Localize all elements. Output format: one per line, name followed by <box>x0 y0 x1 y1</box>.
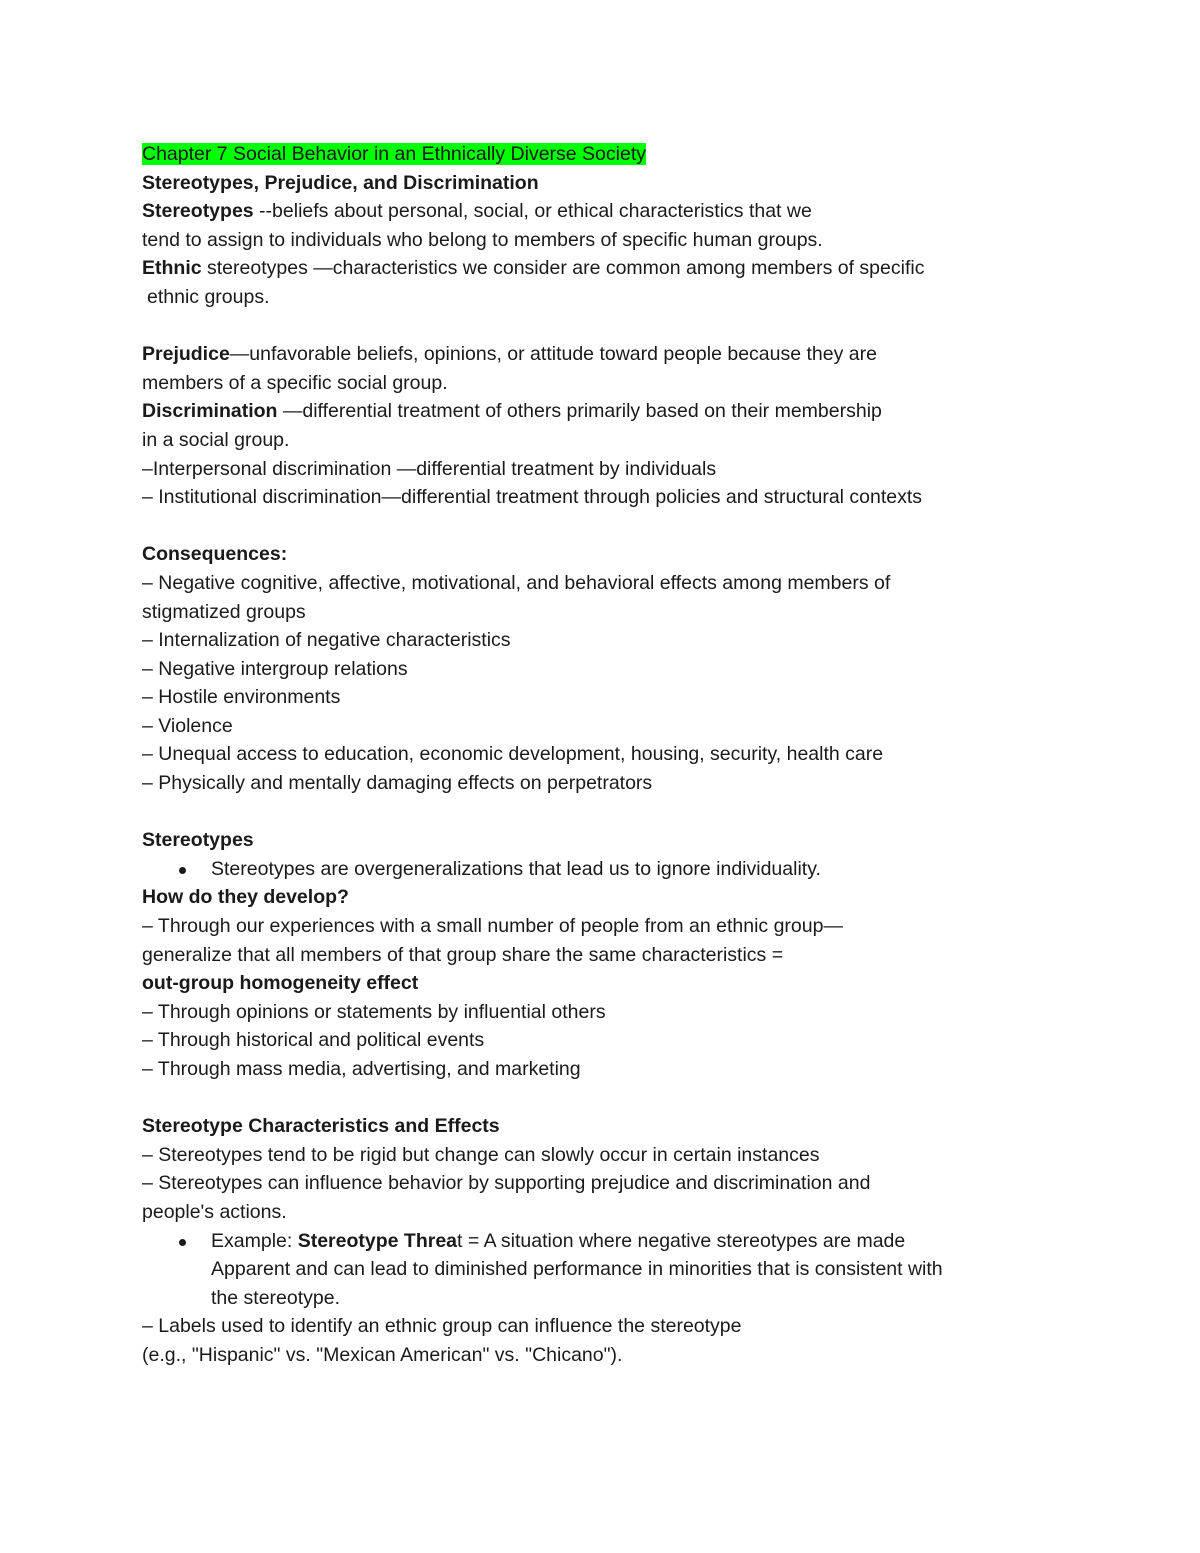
example-term: Stereotype Threa <box>297 1229 458 1252</box>
spacer <box>142 312 1042 341</box>
develop-heading-line <box>142 883 1042 912</box>
stereotypes-heading-line <box>142 826 1042 855</box>
list-item: – Negative cognitive, affective, motivational, and behavioral effects among members of <box>142 571 891 594</box>
example-bullet <box>142 1227 1042 1256</box>
ethnic-def-line-1 <box>142 254 1042 283</box>
prejudice-def-a: —unfavorable beliefs, opinions, or attitude toward people because they are <box>229 343 877 366</box>
stereotypes-def-a: --beliefs about personal, social, or ethical characteristics that we <box>253 200 812 223</box>
spacer <box>142 798 1042 827</box>
ethnic-def-a: stereotypes —characteristics we consider are common among members of specific <box>201 257 925 280</box>
institutional-discrimination: – Institutional discrimination—differential treatment through policies and structural contexts <box>142 486 923 509</box>
spacer <box>142 512 1042 541</box>
list-item: – Through historical and political events <box>142 1029 485 1052</box>
characteristics-line-3b: (e.g., "Hispanic" vs. "Mexican American" vs. "Chicano"). <box>142 1343 623 1366</box>
stereotypes-heading: Stereotypes <box>142 829 254 852</box>
develop-line-2: generalize that all members of that group share the same characteristics = <box>142 943 784 966</box>
list-item: – Hostile environments <box>142 686 341 709</box>
list-item: – Violence <box>142 714 233 737</box>
bullet-text: Stereotypes are overgeneralizations that lead us to ignore individuality. <box>211 857 821 880</box>
list-item: – Unequal access to education, economic development, housing, security, health care <box>142 743 884 766</box>
interpersonal-discrimination: –Interpersonal discrimination —differential treatment by individuals <box>142 457 717 480</box>
develop-line-1: – Through our experiences with a small number of people from an ethnic group— <box>142 915 843 938</box>
chapter-title: Chapter 7 Social Behavior in an Ethnically Diverse Society <box>142 143 647 165</box>
example-prefix: Example: <box>211 1229 298 1252</box>
list-item: – Negative intergroup relations <box>142 657 408 680</box>
example-text-c: the stereotype. <box>211 1286 340 1309</box>
bullet-icon <box>179 867 186 874</box>
effect-term-line <box>142 969 1042 998</box>
discrimination-def-a: —differential treatment of others primarily based on their membership <box>277 400 882 423</box>
example-text-a: t = A situation where negative stereotypes are made <box>457 1229 906 1252</box>
stereotypes-def-line-2: tend to assign to individuals who belong to members of specific human groups. <box>142 228 823 251</box>
chapter-title-line <box>142 140 1042 169</box>
example-text-b: Apparent and can lead to diminished performance in minorities that is consistent with <box>211 1258 943 1281</box>
document-body <box>142 140 1042 1370</box>
bullet-item <box>142 855 1042 884</box>
stereotypes-def-line-1 <box>142 197 1042 226</box>
develop-heading: How do they develop? <box>142 886 349 909</box>
consequences-heading: Consequences: <box>142 543 288 566</box>
section-heading-line <box>142 169 1042 198</box>
characteristics-heading: Stereotype Characteristics and Effects <box>142 1115 500 1138</box>
characteristics-heading-line <box>142 1112 1042 1141</box>
prejudice-term: Prejudice <box>142 343 230 366</box>
consequences-heading-line <box>142 540 1042 569</box>
ethnic-term: Ethnic <box>142 257 202 280</box>
discrimination-def-line-2: in a social group. <box>142 428 290 451</box>
list-item: – Internalization of negative characteristics <box>142 629 511 652</box>
characteristics-line-1: – Stereotypes tend to be rigid but change can slowly occur in certain instances <box>142 1143 820 1166</box>
discrimination-def-line-1 <box>142 397 1042 426</box>
list-item: – Through mass media, advertising, and marketing <box>142 1058 581 1080</box>
characteristics-line-2a: – Stereotypes can influence behavior by supporting prejudice and discrimination and <box>142 1172 871 1195</box>
prejudice-def-line-2: members of a specific social group. <box>142 371 448 394</box>
effect-term: out-group homogeneity effect <box>142 972 419 995</box>
ethnic-def-line-2: ethnic groups. <box>147 285 270 308</box>
bullet-icon <box>179 1239 186 1246</box>
list-item: stigmatized groups <box>142 600 306 623</box>
stereotypes-term: Stereotypes <box>142 200 254 223</box>
list-item: – Through opinions or statements by influential others <box>142 1000 606 1023</box>
characteristics-line-2b: people's actions. <box>142 1200 287 1223</box>
list-item: – Physically and mentally damaging effects on perpetrators <box>142 772 653 795</box>
prejudice-def-line-1 <box>142 340 1042 369</box>
spacer <box>142 1084 1042 1113</box>
characteristics-line-3a: – Labels used to identify an ethnic group can influence the stereotype <box>142 1315 742 1338</box>
section-heading: Stereotypes, Prejudice, and Discrimination <box>142 171 539 194</box>
discrimination-term: Discrimination <box>142 400 278 423</box>
